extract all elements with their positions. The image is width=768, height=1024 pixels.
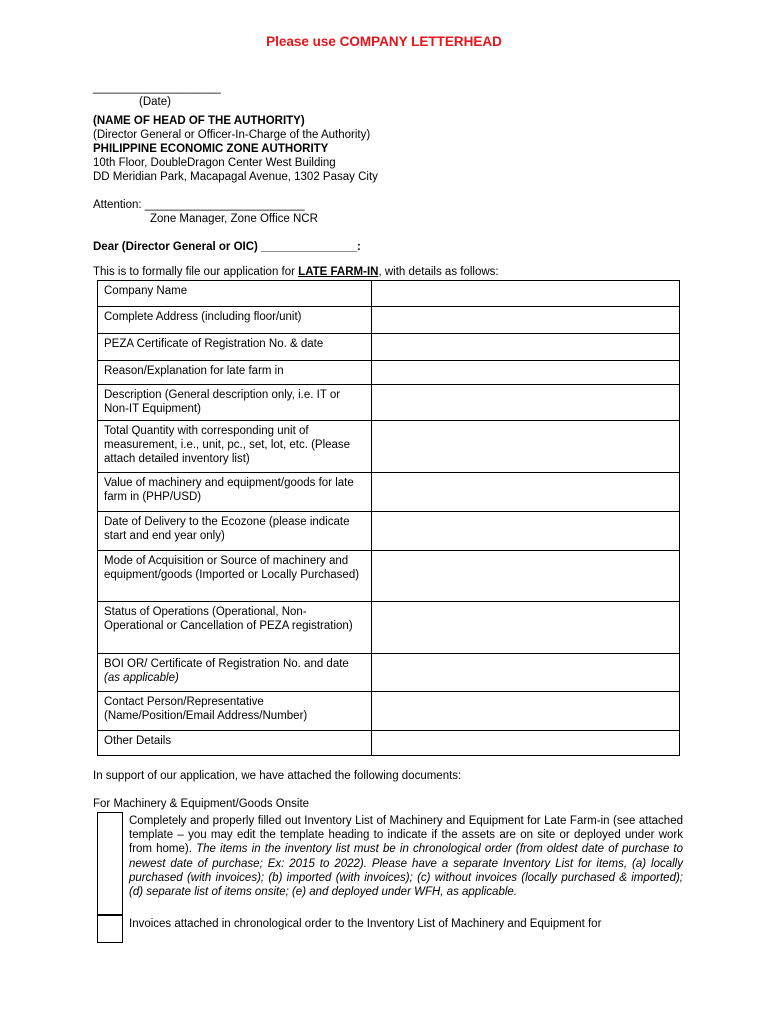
table-row — [98, 421, 680, 473]
intro-text-after: , with details as follows: — [378, 266, 499, 278]
table-row — [98, 473, 680, 512]
field-value-cell[interactable] — [372, 307, 680, 334]
field-label-text: PEZA Certificate of Registration No. & date — [104, 338, 324, 350]
attention-block — [93, 198, 318, 226]
table-row — [98, 361, 680, 385]
field-label-text: Contact Person/Representative (Name/Position/Email Address/Number) — [104, 696, 308, 722]
field-label — [98, 692, 372, 731]
field-value-cell[interactable] — [372, 654, 680, 692]
field-label — [98, 654, 372, 692]
field-label — [98, 512, 372, 551]
field-value-cell[interactable] — [372, 473, 680, 512]
field-label-text: BOI OR/ Certificate of Registration No. and date — [104, 658, 349, 670]
section-label: For Machinery & Equipment/Goods Onsite — [93, 798, 310, 810]
checklist-item — [97, 915, 683, 943]
intro-paragraph — [93, 265, 499, 279]
checkbox[interactable] — [97, 915, 123, 943]
addressee-address-line-2: DD Meridian Park, Macapagal Avenue, 1302 Pasay City — [93, 171, 378, 183]
field-label — [98, 281, 372, 307]
field-label — [98, 361, 372, 385]
table-row — [98, 551, 680, 602]
attention-label: Attention: — [93, 199, 145, 211]
addressee-title: (Director General or Officer-In-Charge of the Authority) — [93, 129, 371, 141]
checklist-checkbox-cell — [97, 812, 123, 915]
addressee-org: PHILIPPINE ECONOMIC ZONE AUTHORITY — [93, 143, 329, 155]
addressee-block — [93, 114, 378, 184]
field-label-text: Other Details — [104, 735, 172, 747]
checklist-text — [123, 812, 683, 915]
table-row — [98, 334, 680, 361]
date-block — [93, 81, 221, 109]
field-label-text: Status of Operations (Operational, Non-Operational or Cancellation of PEZA registration) — [104, 606, 353, 632]
table-row — [98, 692, 680, 731]
field-label-text: Company Name — [104, 285, 188, 297]
field-value-cell[interactable] — [372, 385, 680, 421]
field-label-text: Total Quantity with corresponding unit of measurement, i.e., unit, pc., set, lot, etc. (Please attach detailed inventory list) — [104, 425, 351, 465]
field-value-cell[interactable] — [372, 692, 680, 731]
attention-blank: _________________________ — [144, 199, 305, 211]
checkbox[interactable] — [97, 812, 123, 915]
checklist-text-main: Invoices attached in chronological order to the Inventory List of Machinery and Equipment for — [129, 918, 602, 930]
checklist-text-note: The items in the inventory list must be in chronological order (from oldest date of purchase to newest date of purchase; Ex: 2015 to 2022). Please have a separate Inventory List for items, (a) locally purchased (with invoices); (b) imported (with invoices); (c) without invoices (locally purchased & imported); (d) separate list of items onsite; (e) and deployed under WFH, as applicable. — [129, 843, 684, 899]
letterhead-banner: Please use COMPANY LETTERHEAD — [266, 34, 502, 49]
table-row — [98, 385, 680, 421]
checklist-checkbox-cell — [97, 915, 123, 943]
field-label-text: Reason/Explanation for late farm in — [104, 365, 284, 377]
table-row — [98, 281, 680, 307]
table-row — [98, 654, 680, 692]
field-value-cell[interactable] — [372, 334, 680, 361]
addressee-address-line-1: 10th Floor, DoubleDragon Center West Building — [93, 157, 336, 169]
table-row — [98, 602, 680, 654]
table-row — [98, 307, 680, 334]
table-row — [98, 731, 680, 756]
checklist-text — [123, 915, 683, 943]
field-label-text: Mode of Acquisition or Source of machinery and equipment/goods (Imported or Locally Purchased) — [104, 555, 360, 581]
field-value-cell[interactable] — [372, 281, 680, 307]
documents-checklist-body — [97, 812, 683, 943]
table-row — [98, 512, 680, 551]
field-label-note: (as applicable) — [104, 672, 179, 684]
documents-checklist — [97, 812, 683, 943]
field-label — [98, 334, 372, 361]
field-label-text: Complete Address (including floor/unit) — [104, 311, 302, 323]
field-label — [98, 731, 372, 756]
field-label — [98, 473, 372, 512]
application-details-body — [98, 281, 680, 756]
checklist-item — [97, 812, 683, 915]
field-value-cell[interactable] — [372, 512, 680, 551]
field-label — [98, 421, 372, 473]
support-text: In support of our application, we have attached the following documents: — [93, 770, 462, 782]
field-label-text: Description (General description only, i.e. IT or Non-IT Equipment) — [104, 389, 341, 415]
date-label: (Date) — [139, 96, 171, 108]
addressee-name: (NAME OF HEAD OF THE AUTHORITY) — [93, 115, 305, 127]
intro-highlight: LATE FARM-IN — [298, 266, 379, 278]
salutation: Dear (Director General or OIC) _______________: — [93, 241, 361, 253]
checklist-text-main: Completely and properly filled out Inventory List of Machinery and Equipment for Late Farm-in (see attached template – you may edit the template heading to indicate if the assets are on site or deployed under work from home). — [129, 815, 683, 856]
field-label-text: Value of machinery and equipment/goods for late farm in (PHP/USD) — [104, 477, 354, 503]
attention-subtitle: Zone Manager, Zone Office NCR — [150, 213, 318, 225]
application-details-table — [97, 280, 680, 756]
field-label — [98, 602, 372, 654]
field-value-cell[interactable] — [372, 551, 680, 602]
field-label — [98, 551, 372, 602]
date-blank: ____________________ — [93, 82, 221, 94]
field-label-text: Date of Delivery to the Ecozone (please indicate start and end year only) — [104, 516, 350, 542]
field-value-cell[interactable] — [372, 602, 680, 654]
intro-text-before: This is to formally file our application for — [93, 266, 299, 278]
field-value-cell[interactable] — [372, 731, 680, 756]
field-label — [98, 385, 372, 421]
field-value-cell[interactable] — [372, 361, 680, 385]
field-value-cell[interactable] — [372, 421, 680, 473]
field-label — [98, 307, 372, 334]
